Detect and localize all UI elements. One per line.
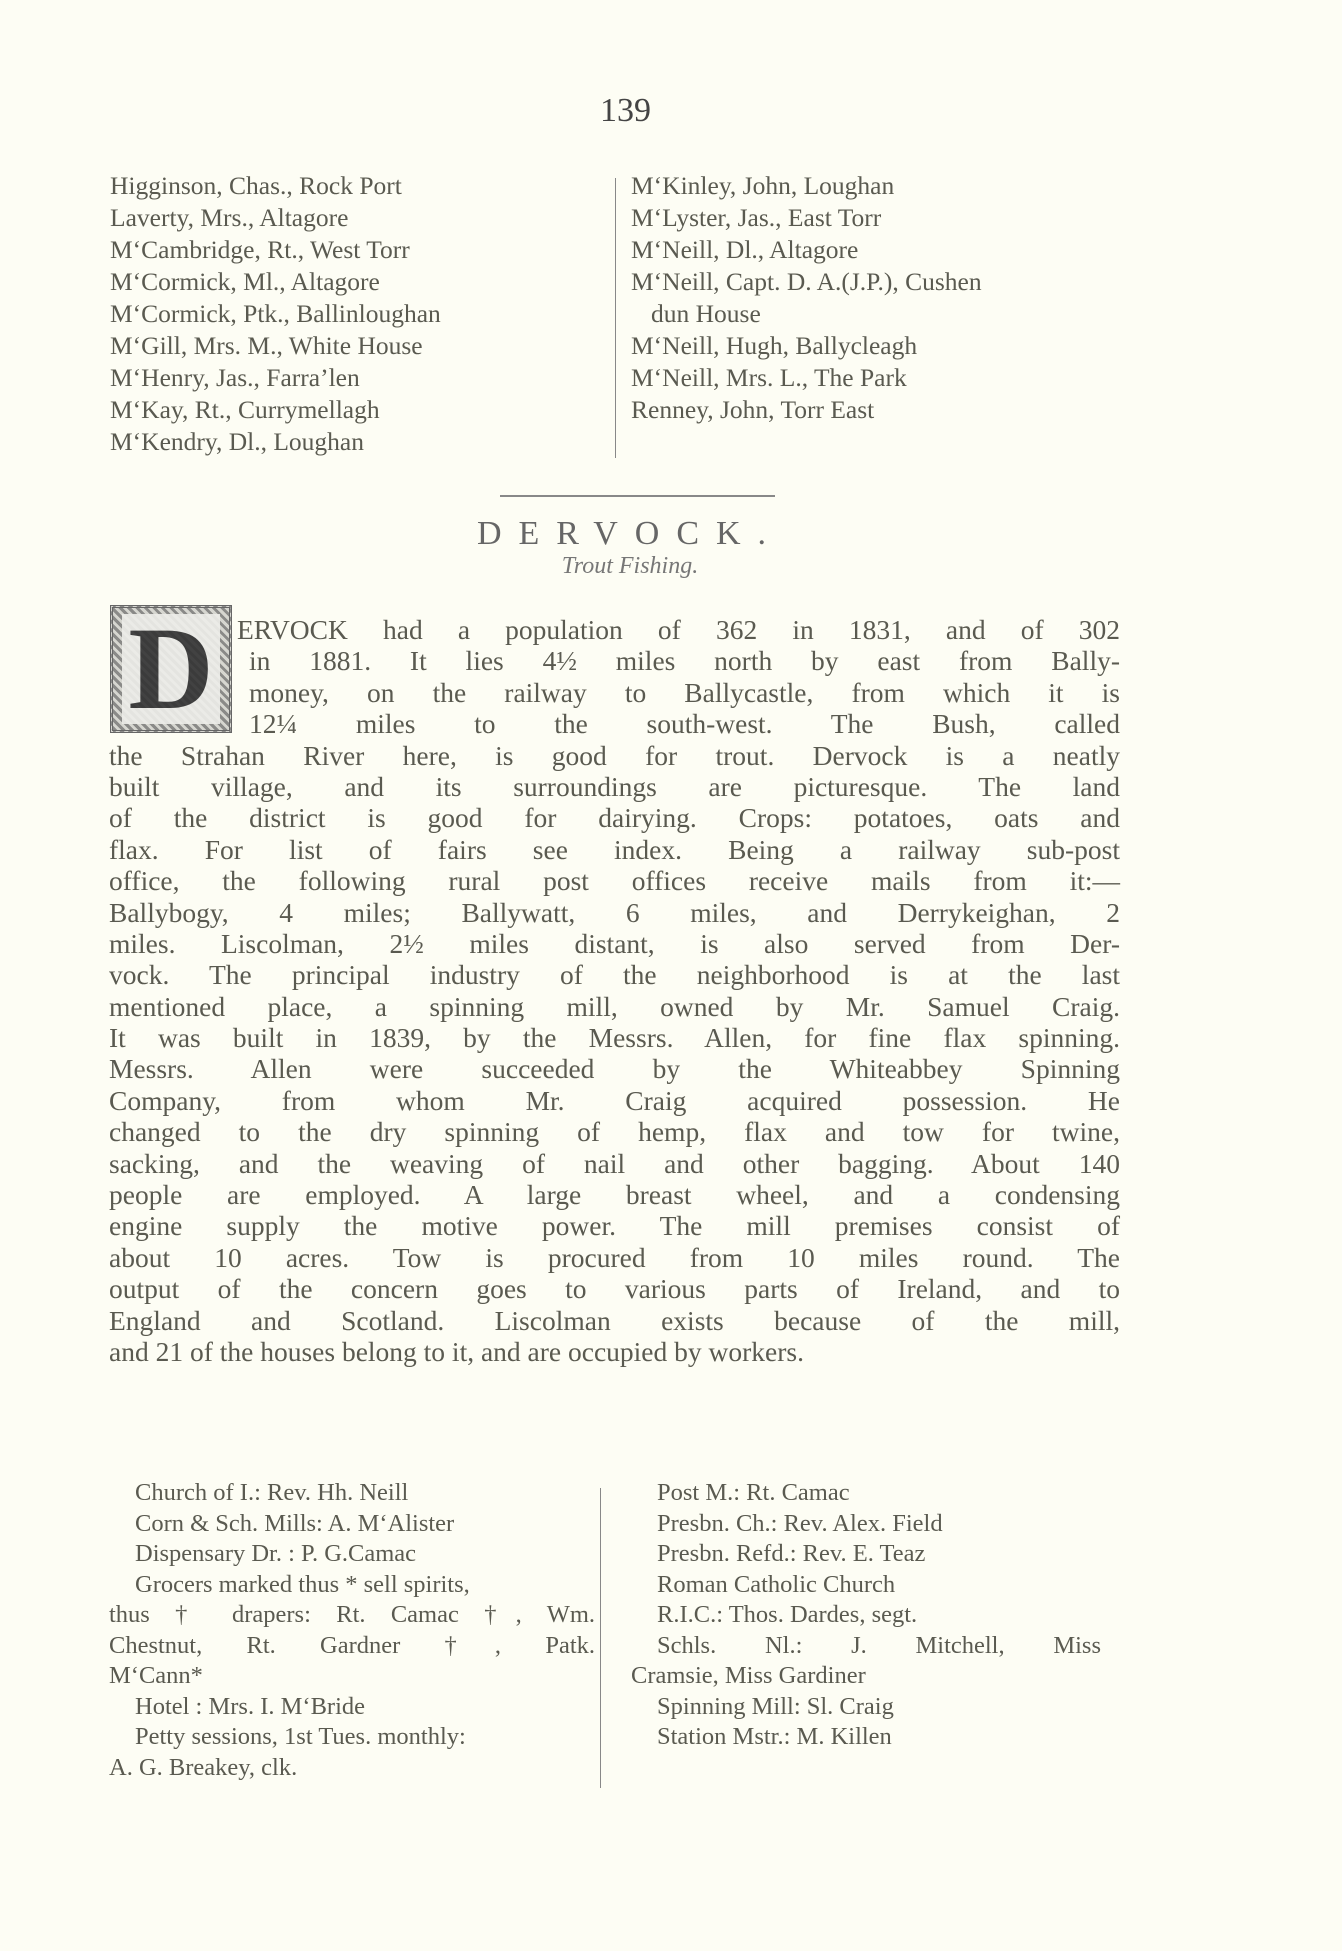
paragraph-line: ERVOCK had a population of 362 in 1831, and of 302 xyxy=(237,614,1120,645)
paragraph-line: England and Scotland. Liscolman exists because of the mill, xyxy=(109,1304,1120,1336)
drop-cap-letter: D xyxy=(122,614,219,724)
list-item: M‘Cambridge, Rt., West Torr xyxy=(110,235,410,264)
list-item: M‘Kendry, Dl., Loughan xyxy=(110,427,365,456)
list-item: Hotel : Mrs. I. M‘Bride xyxy=(135,1692,365,1720)
list-item: Cramsie, Miss Gardiner xyxy=(631,1662,866,1689)
list-item: Petty sessions, 1st Tues. monthly: xyxy=(135,1723,466,1750)
paragraph-line: engine supply the motive power. The mill premises consist of xyxy=(109,1210,1120,1242)
list-item: M‘Kay, Rt., Currymellagh xyxy=(110,395,380,424)
list-item: Schls. Nl.: J. Mitchell, Miss xyxy=(657,1631,1101,1659)
directory-right xyxy=(631,1478,1101,1753)
list-item: M‘Neill, Mrs. L., The Park xyxy=(631,363,907,392)
column-divider xyxy=(600,1488,601,1788)
paragraph-line: changed to the dry spinning of hemp, flax and tow for twine, xyxy=(109,1116,1120,1148)
list-item: M‘Henry, Jas., Farra’len xyxy=(110,363,360,392)
paragraph-line: and 21 of the houses belong to it, and are occupied by workers. xyxy=(109,1335,804,1367)
list-item: Laverty, Mrs., Altagore xyxy=(110,203,349,232)
list-item: M‘Kinley, John, Loughan xyxy=(631,171,895,200)
list-item: M‘Cann* xyxy=(109,1662,203,1689)
list-item: Roman Catholic Church xyxy=(657,1570,896,1598)
directory-left xyxy=(109,1478,595,1783)
list-item: Presbn. Refd.: Rev. E. Teaz xyxy=(657,1540,926,1567)
paragraph-line: the Strahan River here, is good for trout. Dervock is a neatly xyxy=(109,739,1120,771)
list-item: M‘Cormick, Ptk., Ballinloughan xyxy=(110,299,441,328)
paragraph-line: flax. For list of fairs see index. Being a railway sub-post xyxy=(109,833,1120,865)
list-item: Presbn. Ch.: Rev. Alex. Field xyxy=(657,1509,943,1537)
resident-list-right xyxy=(631,170,982,426)
list-item: thus † drapers: Rt. Camac †, Wm. xyxy=(109,1601,595,1628)
paragraph-line: in 1881. It lies 4½ miles north by east from Bally- xyxy=(249,645,1120,677)
paragraph-line: Messrs. Allen were succeeded by the Whiteabbey Spinning xyxy=(109,1053,1120,1085)
paragraph-line: 12¼ miles to the south-west. The Bush, called xyxy=(249,708,1120,740)
paragraph-line: It was built in 1839, by the Messrs. Allen, for fine flax spinning. xyxy=(109,1022,1120,1054)
list-item: M‘Lyster, Jas., East Torr xyxy=(631,203,882,232)
paragraph-line: money, on the railway to Ballycastle, from which it is xyxy=(249,676,1120,708)
list-item: Grocers marked thus * sell spirits, xyxy=(135,1570,470,1598)
list-item: M‘Neill, Capt. D. A.(J.P.), Cushen xyxy=(631,267,982,296)
paragraph-line: people are employed. A large breast wheel, and a condensing xyxy=(109,1179,1120,1211)
list-item: Higginson, Chas., Rock Port xyxy=(110,171,402,200)
list-item: Spinning Mill: Sl. Craig xyxy=(657,1692,894,1720)
paragraph-line: vock. The principal industry of the neighborhood is at the last xyxy=(109,959,1120,991)
section-divider xyxy=(500,495,775,497)
paragraph-line: output of the concern goes to various parts of Ireland, and to xyxy=(109,1273,1120,1305)
list-item: dun House xyxy=(651,299,761,328)
list-item: A. G. Breakey, clk. xyxy=(109,1753,298,1781)
list-item: M‘Gill, Mrs. M., White House xyxy=(110,331,423,360)
paragraph-line: sacking, and the weaving of nail and other bagging. About 140 xyxy=(109,1147,1120,1179)
paragraph-line: Company, from whom Mr. Craig acquired possession. He xyxy=(109,1084,1120,1116)
paragraph-line: about 10 acres. Tow is procured from 10 miles round. The xyxy=(109,1241,1120,1273)
paragraph-line: mentioned place, a spinning mill, owned by Mr. Samuel Craig. xyxy=(109,990,1120,1022)
list-item: Corn & Sch. Mills: A. M‘Alister xyxy=(135,1509,455,1537)
paragraph-line: Ballybogy, 4 miles; Ballywatt, 6 miles, and Derrykeighan, 2 xyxy=(109,896,1120,928)
resident-list-left xyxy=(110,170,441,458)
list-item: Chestnut, Rt. Gardner †, Patk. xyxy=(109,1631,595,1659)
paragraph-line: of the district is good for dairying. Crops: potatoes, oats and xyxy=(109,802,1120,834)
section-subtitle: Trout Fishing. xyxy=(561,553,699,579)
list-item: M‘Cormick, Ml., Altagore xyxy=(110,267,380,296)
list-item: M‘Neill, Hugh, Ballycleagh xyxy=(631,331,918,360)
list-item: Post M.: Rt. Camac xyxy=(657,1479,850,1506)
paragraph-line: miles. Liscolman, 2½ miles distant, is also served from Der- xyxy=(109,927,1120,959)
page-number: 139 xyxy=(600,92,651,129)
list-item: R.I.C.: Thos. Dardes, segt. xyxy=(657,1601,918,1628)
list-item: Station Mstr.: M. Killen xyxy=(657,1723,892,1750)
list-item: Renney, John, Torr East xyxy=(631,395,875,424)
list-item: M‘Neill, Dl., Altagore xyxy=(631,235,859,264)
section-title: DERVOCK. xyxy=(476,515,784,552)
paragraph-line: built village, and its surroundings are picturesque. The land xyxy=(109,770,1120,802)
column-divider xyxy=(615,178,616,458)
body-paragraph xyxy=(109,614,1120,1367)
list-item: Dispensary Dr. : P. G.Camac xyxy=(135,1540,417,1567)
paragraph-line: office, the following rural post offices receive mails from it:— xyxy=(109,865,1120,897)
list-item: Church of I.: Rev. Hh. Neill xyxy=(135,1479,409,1506)
